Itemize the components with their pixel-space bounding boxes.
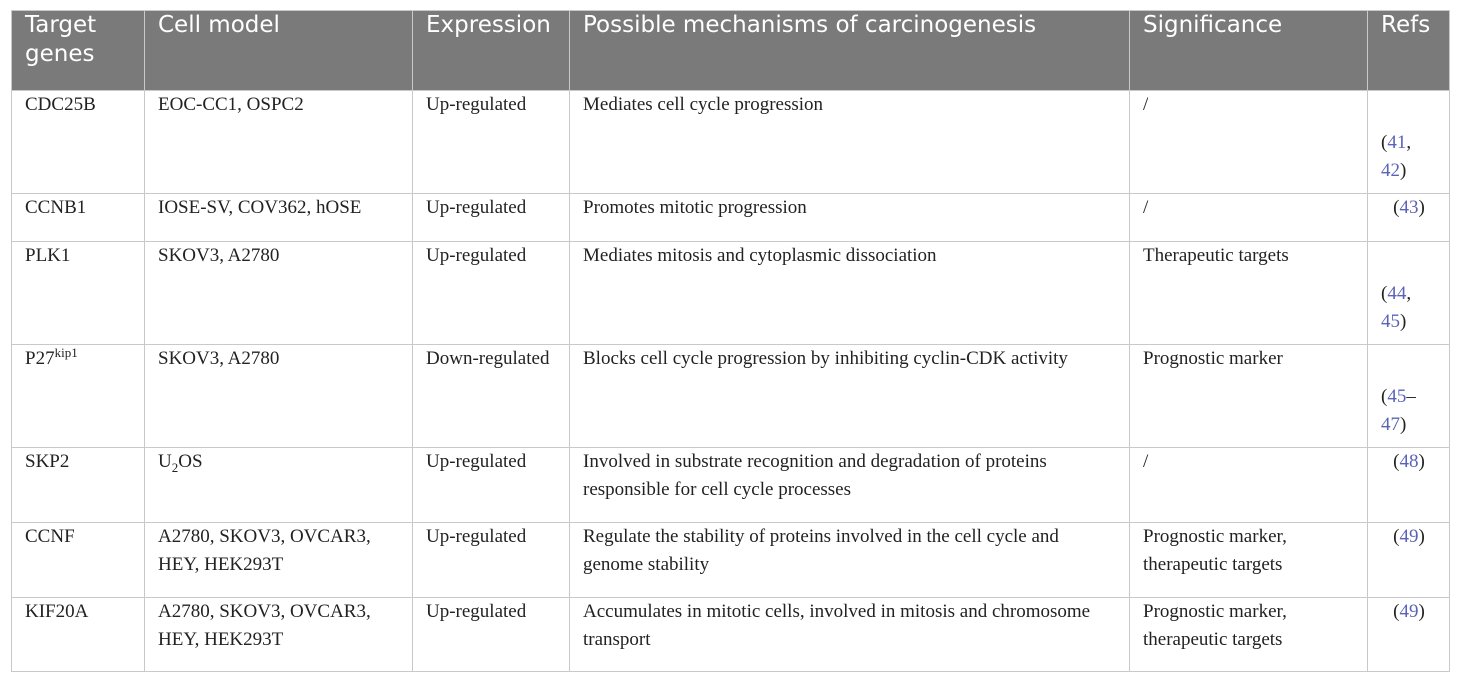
ref-close: ) — [1418, 601, 1425, 622]
ref-link[interactable]: 45 — [1381, 311, 1400, 332]
table-row — [12, 194, 1450, 242]
cell-mechanism: Promotes mitotic progression — [570, 194, 1130, 242]
table-row — [12, 91, 1450, 194]
ref-open: ( — [1393, 526, 1400, 547]
ref-close: ) — [1400, 414, 1407, 435]
cell-refs — [1368, 598, 1450, 672]
cell-expression: Up-regulated — [413, 448, 570, 523]
ref-sep: , — [1406, 283, 1412, 304]
cell-gene: CCNB1 — [12, 194, 145, 242]
ref-open: ( — [1393, 601, 1400, 622]
cell-significance: Prognostic marker — [1130, 345, 1368, 448]
cell-significance: Therapeutic targets — [1130, 242, 1368, 345]
ref-close: ) — [1400, 311, 1407, 332]
cell-model: SKOV3, A2780 — [145, 345, 413, 448]
ref-link[interactable]: 42 — [1381, 160, 1400, 181]
header-target-genes: Target genes — [12, 11, 145, 91]
table-header — [12, 11, 1450, 91]
cell-mechanism: Mediates cell cycle progression — [570, 91, 1130, 194]
gene-superscript: kip1 — [54, 345, 78, 360]
cell-refs — [1368, 194, 1450, 242]
cell-significance: Prognostic marker, therapeutic targets — [1130, 523, 1368, 598]
table-row — [12, 345, 1450, 448]
cell-gene — [12, 345, 145, 448]
cell-model: A2780, SKOV3, OVCAR3, HEY, HEK293T — [145, 598, 413, 672]
data-table — [11, 10, 1450, 672]
cell-mechanism: Regulate the stability of proteins involved in the cell cycle and genome stability — [570, 523, 1130, 598]
cell-mechanism: Involved in substrate recognition and degradation of proteins responsible for cell cycle processes — [570, 448, 1130, 523]
ref-sep: , — [1406, 132, 1412, 153]
ref-close: ) — [1418, 197, 1425, 218]
table-row — [12, 523, 1450, 598]
cell-expression: Up-regulated — [413, 194, 570, 242]
header-significance: Significance — [1130, 11, 1368, 91]
gene-base: P27 — [25, 348, 55, 369]
ref-link[interactable]: 45 — [1387, 386, 1407, 407]
cell-mechanism: Blocks cell cycle progression by inhibiting cyclin-CDK activity — [570, 345, 1130, 448]
cell-expression: Up-regulated — [413, 598, 570, 672]
cell-text-a: U — [158, 451, 172, 472]
cell-expression: Up-regulated — [413, 242, 570, 345]
cell-gene: CCNF — [12, 523, 145, 598]
ref-link[interactable]: 41 — [1387, 132, 1407, 153]
ref-link[interactable]: 48 — [1399, 451, 1419, 472]
ref-open: ( — [1381, 283, 1388, 304]
cell-expression: Up-regulated — [413, 523, 570, 598]
header-expression: Expression — [413, 11, 570, 91]
cell-mechanism: Accumulates in mitotic cells, involved in mitosis and chromosome transport — [570, 598, 1130, 672]
ref-sep: – — [1406, 386, 1416, 407]
cell-refs — [1368, 523, 1450, 598]
table-body — [12, 91, 1450, 672]
cell-model: EOC-CC1, OSPC2 — [145, 91, 413, 194]
ref-link[interactable]: 44 — [1387, 283, 1407, 304]
cell-refs — [1368, 345, 1450, 448]
header-mechanisms: Possible mechanisms of carcinogenesis — [570, 11, 1130, 91]
ref-link[interactable]: 47 — [1381, 414, 1400, 435]
ref-close: ) — [1418, 526, 1425, 547]
cell-refs — [1368, 448, 1450, 523]
cell-significance: Prognostic marker, therapeutic targets — [1130, 598, 1368, 672]
ref-close: ) — [1418, 451, 1425, 472]
cell-expression: Down-regulated — [413, 345, 570, 448]
cell-refs — [1368, 91, 1450, 194]
ref-link[interactable]: 49 — [1399, 526, 1419, 547]
cell-significance: / — [1130, 91, 1368, 194]
cell-gene: CDC25B — [12, 91, 145, 194]
table-row — [12, 598, 1450, 672]
cell-refs — [1368, 242, 1450, 345]
ref-close: ) — [1400, 160, 1407, 181]
cell-gene: KIF20A — [12, 598, 145, 672]
cell-model: SKOV3, A2780 — [145, 242, 413, 345]
cell-model: IOSE-SV, COV362, hOSE — [145, 194, 413, 242]
cell-expression: Up-regulated — [413, 91, 570, 194]
cell-text-b: OS — [178, 451, 203, 472]
header-row — [12, 11, 1450, 91]
ref-link[interactable]: 49 — [1399, 601, 1419, 622]
table-row — [12, 448, 1450, 523]
cell-gene: SKP2 — [12, 448, 145, 523]
ref-open: ( — [1393, 451, 1400, 472]
ref-open: ( — [1381, 132, 1388, 153]
ref-open: ( — [1393, 197, 1400, 218]
table-row — [12, 242, 1450, 345]
header-cell-model: Cell model — [145, 11, 413, 91]
cell-significance: / — [1130, 194, 1368, 242]
cell-significance: / — [1130, 448, 1368, 523]
ref-open: ( — [1381, 386, 1388, 407]
cell-model: A2780, SKOV3, OVCAR3, HEY, HEK293T — [145, 523, 413, 598]
header-refs: Refs — [1368, 11, 1450, 91]
cell-gene: PLK1 — [12, 242, 145, 345]
cell-mechanism: Mediates mitosis and cytoplasmic dissociation — [570, 242, 1130, 345]
cell-subscript: 2 — [171, 460, 179, 475]
ref-link[interactable]: 43 — [1399, 197, 1419, 218]
cell-model — [145, 448, 413, 523]
